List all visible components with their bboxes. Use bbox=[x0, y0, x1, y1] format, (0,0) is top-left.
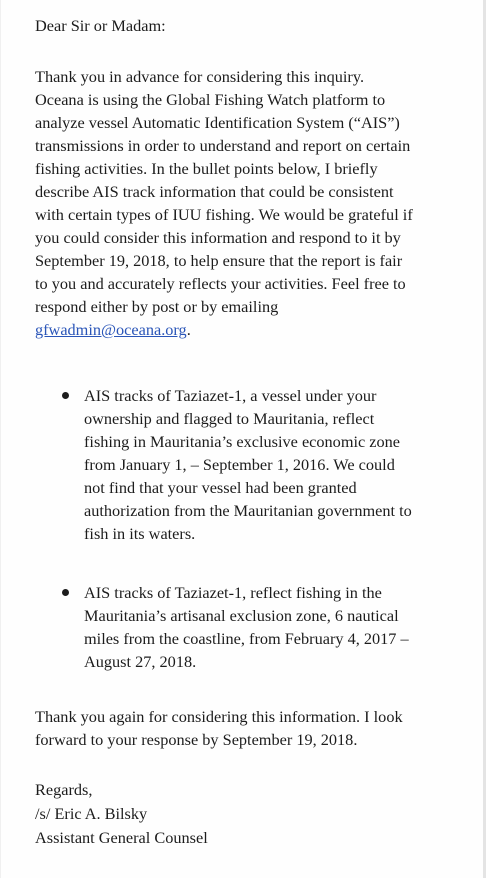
bullet-line: fish in its waters. bbox=[84, 524, 196, 543]
bullet-line: ownership and flagged to Mauritania, reflect bbox=[84, 409, 375, 428]
paragraph-line: forward to your response by September 19, 2018. bbox=[35, 730, 358, 749]
bullet-line: Mauritania’s artisanal exclusion zone, 6 nautical bbox=[84, 606, 399, 625]
bullet-line: fishing in Mauritania’s exclusive economic zone bbox=[84, 432, 401, 451]
paragraph-line: transmissions in order to understand and report on certain bbox=[35, 136, 411, 155]
salutation: Dear Sir or Madam: bbox=[35, 16, 166, 35]
bullet-line: AIS tracks of Taziazet-1, a vessel under your bbox=[84, 386, 377, 405]
paragraph-line: with certain types of IUU fishing. We would be grateful if bbox=[35, 205, 413, 224]
paragraph-line: Thank you again for considering this information. I look bbox=[35, 707, 403, 726]
valediction: Regards, bbox=[35, 780, 93, 799]
paragraph-line: Oceana is using the Global Fishing Watch platform to bbox=[35, 90, 386, 109]
paragraph-line: you could consider this information and respond to it by bbox=[35, 228, 401, 247]
closing-paragraph bbox=[35, 705, 465, 751]
bullet-line: authorization from the Mauritanian government to bbox=[84, 501, 412, 520]
signature: /s/ Eric A. Bilsky bbox=[35, 804, 148, 823]
email-link[interactable]: gfwadmin@oceana.org bbox=[35, 320, 187, 339]
paragraph-line: September 19, 2018, to help ensure that the report is fair bbox=[35, 251, 403, 270]
bullet-dot-icon bbox=[62, 392, 69, 399]
bullet-line: not find that your vessel had been granted bbox=[84, 478, 357, 497]
bullet-list-1 bbox=[59, 384, 469, 545]
signer-title: Assistant General Counsel bbox=[35, 828, 208, 847]
bullet-list-2 bbox=[59, 581, 469, 673]
paragraph-line: to you and accurately reflects your activities. Feel free to bbox=[35, 274, 406, 293]
bullet-dot-icon bbox=[62, 589, 69, 596]
intro-paragraph bbox=[35, 65, 465, 341]
email-line bbox=[35, 318, 465, 341]
bullet-line: from January 1, – September 1, 2016. We could bbox=[84, 455, 395, 474]
bullet-line: miles from the coastline, from February 4, 2017 – bbox=[84, 629, 409, 648]
paragraph-line: Thank you in advance for considering this inquiry. bbox=[35, 67, 365, 86]
bullet-line: August 27, 2018. bbox=[84, 652, 197, 671]
bullet-item-2 bbox=[59, 581, 469, 673]
paragraph-line: respond either by post or by emailing bbox=[35, 297, 279, 316]
paragraph-line: describe AIS track information that could be consistent bbox=[35, 182, 394, 201]
email-suffix: . bbox=[186, 320, 191, 339]
bullet-line: AIS tracks of Taziazet-1, reflect fishing in the bbox=[84, 583, 382, 602]
bullet-item-1 bbox=[59, 384, 469, 545]
paragraph-line: analyze vessel Automatic Identification System (“AIS”) bbox=[35, 113, 400, 132]
paragraph-line: fishing activities. In the bullet points below, I briefly bbox=[35, 159, 378, 178]
